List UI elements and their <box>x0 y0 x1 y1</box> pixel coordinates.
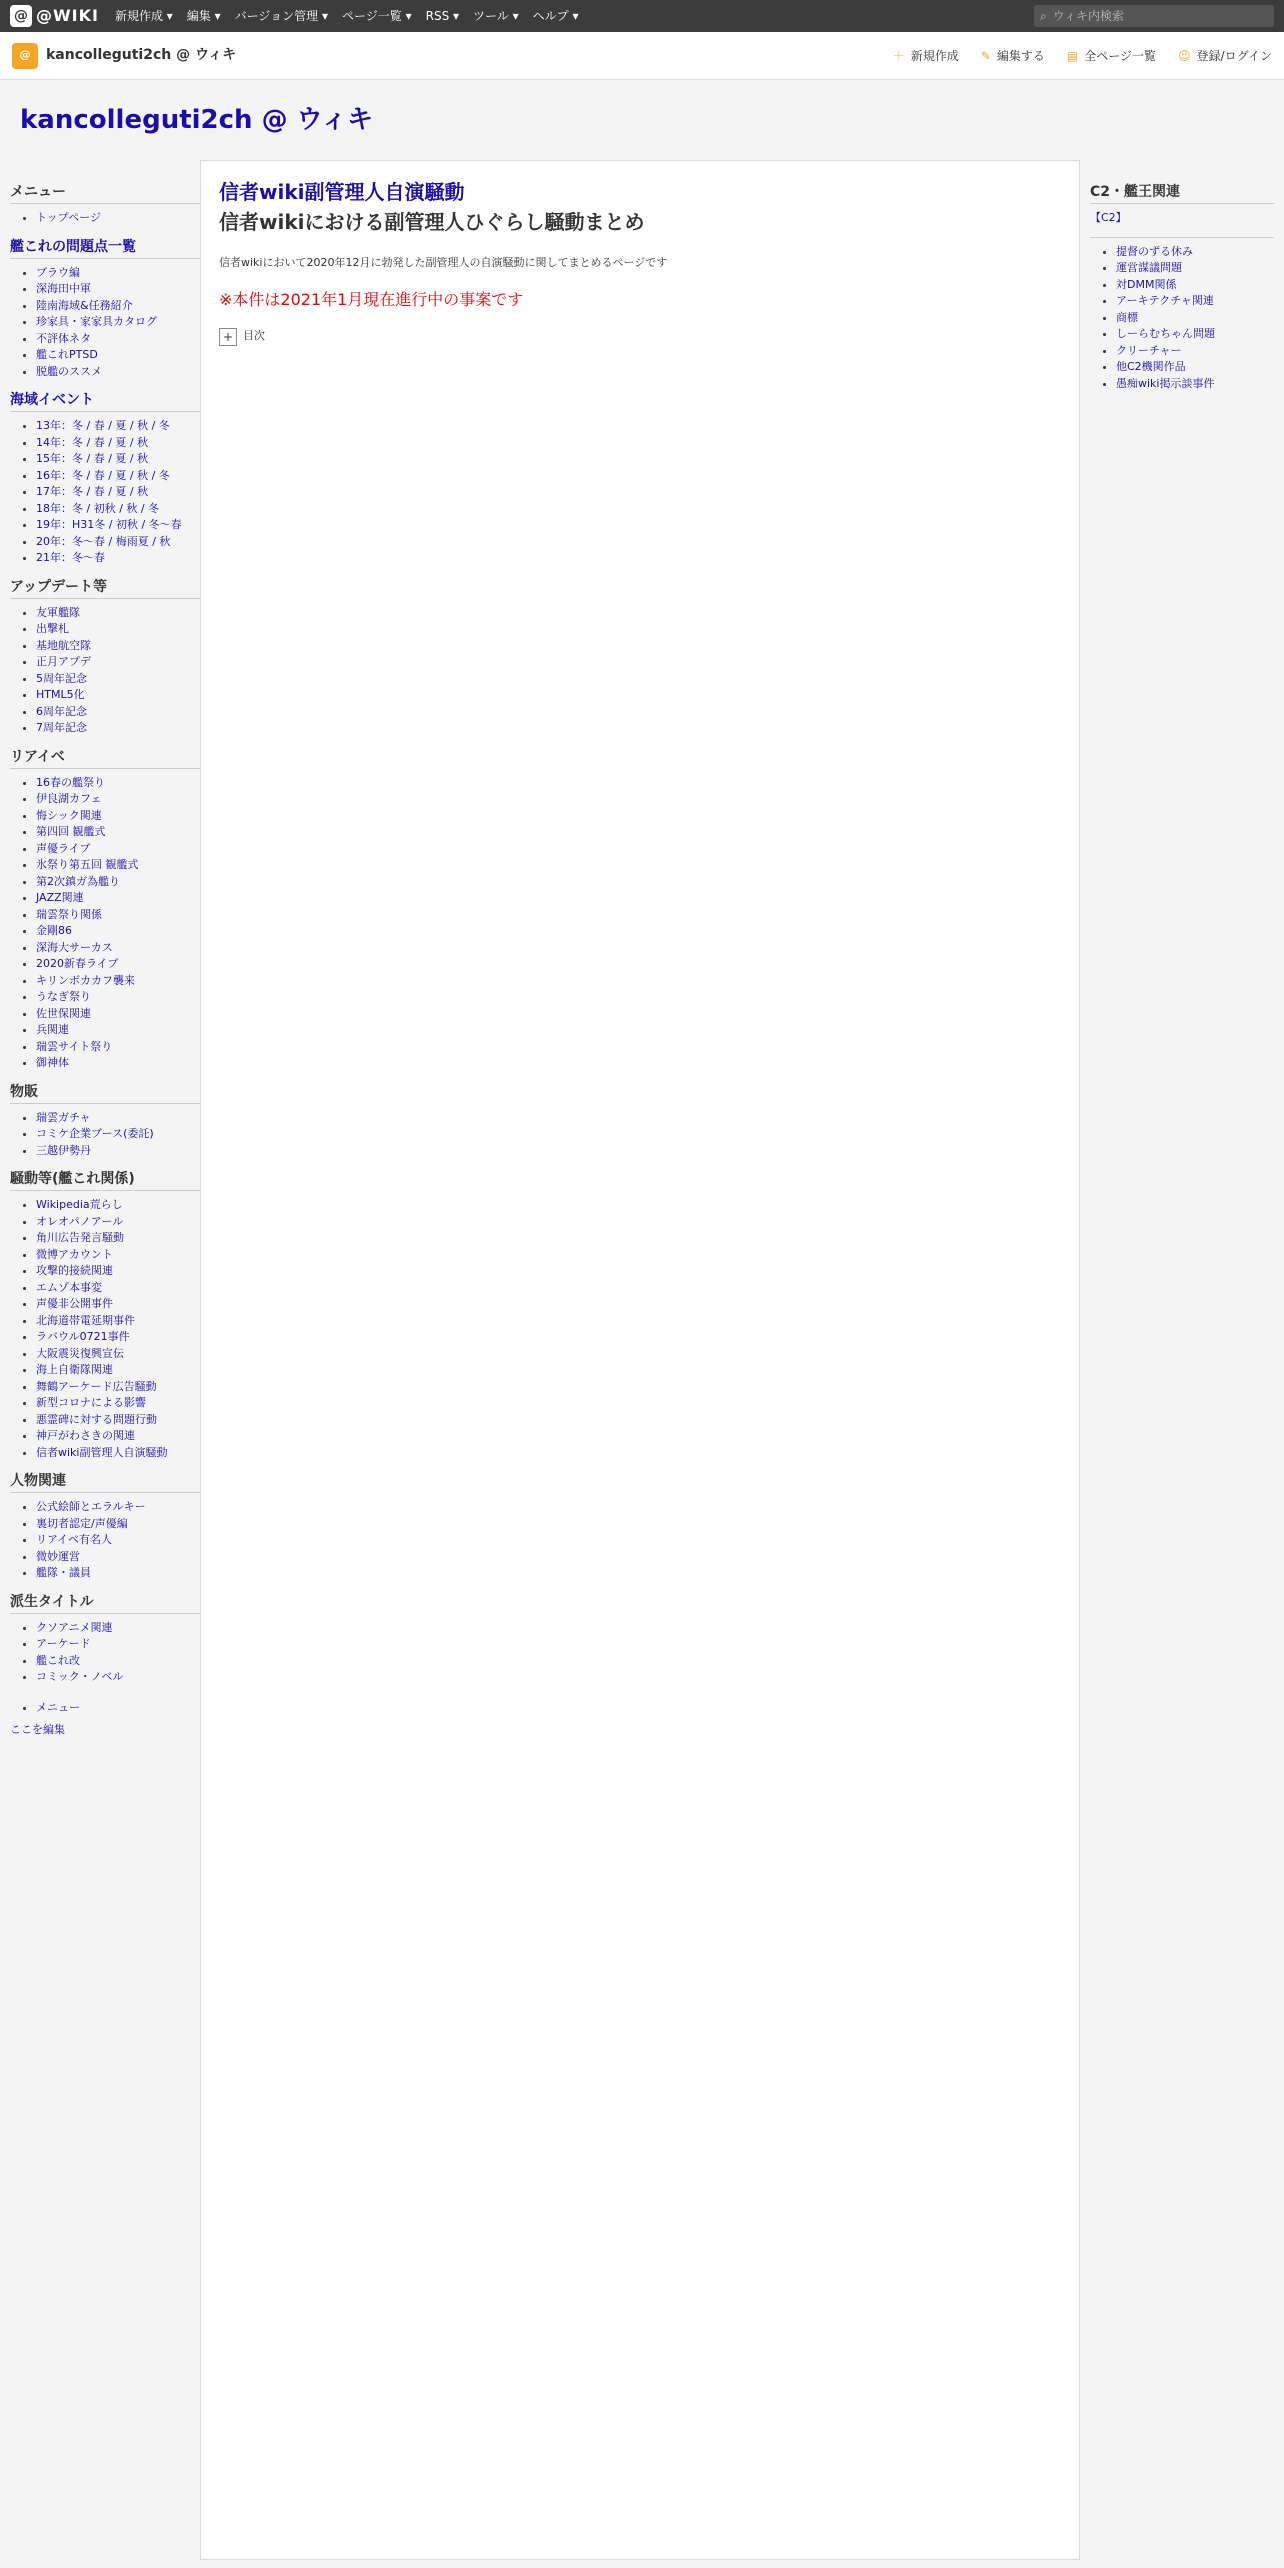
sidebar-item <box>36 1329 200 1346</box>
sidebar-item <box>36 265 200 282</box>
sidebar-list <box>36 210 200 227</box>
new-page-button[interactable]: ＋ 新規作成 <box>892 48 959 63</box>
sidebar-link[interactable]: 金剛86 <box>36 924 72 937</box>
toc[interactable] <box>219 328 1061 346</box>
sidebar-link[interactable]: 瑞雲サイト祭り <box>36 1039 113 1053</box>
sidebar-link[interactable]: 御神体 <box>36 1056 69 1069</box>
sidebar-item <box>36 517 200 534</box>
sidebar-link[interactable]: 21年：冬〜春 <box>36 551 105 564</box>
sidebar-link[interactable]: 不評体ネタ <box>36 331 91 345</box>
sidebar-item <box>36 1313 200 1330</box>
sidebar-item <box>1116 376 1274 393</box>
page-subtitle: 信者wikiにおける副管理人ひぐらし騒動まとめ <box>219 210 645 234</box>
toc-expand-icon[interactable]: + <box>219 328 237 346</box>
sidebar-link[interactable]: 艦これPTSD <box>36 348 98 361</box>
sidebar-item <box>36 484 200 501</box>
sidebar-link[interactable]: 北海道帯電延期事件 <box>36 1313 135 1327</box>
all-pages-button[interactable]: ▤ 全ページ一覧 <box>1066 48 1157 63</box>
sidebar-link[interactable]: 提督のずる休み <box>1116 244 1193 258</box>
wiki-logo[interactable] <box>10 4 99 28</box>
sidebar-list <box>36 775 200 1072</box>
sidebar-item <box>36 435 200 452</box>
sidebar-link[interactable]: 新型コロナによる影響 <box>36 1396 146 1409</box>
sidebar-item <box>36 973 200 990</box>
sidebar-list <box>36 1620 200 1686</box>
sidebar-heading: C2・艦王関連 <box>1090 182 1274 204</box>
search-placeholder: ウィキ内検索 <box>1052 9 1125 23</box>
sidebar-item <box>36 534 200 551</box>
sidebar-link[interactable]: アーケード <box>36 1637 91 1650</box>
sidebar-item <box>36 468 200 485</box>
sidebar-item <box>36 1039 200 1056</box>
sidebar-link[interactable]: 三越伊勢丹 <box>36 1143 91 1157</box>
sidebar-list <box>36 1110 200 1160</box>
sidebar-link[interactable]: 攻撃的接続関連 <box>36 1264 113 1277</box>
sidebar-link[interactable]: 19年：H31冬 / 初秋 / 冬〜春 <box>36 518 182 531</box>
sidebar-item <box>36 621 200 638</box>
sidebar-link[interactable]: JAZZ関連 <box>36 891 84 904</box>
sidebar-link[interactable]: 対DMM関係 <box>1116 277 1177 291</box>
sidebar-link[interactable]: 16年：冬 / 春 / 夏 / 秋 / 冬 <box>36 468 170 482</box>
sidebar-item <box>36 791 200 808</box>
sidebar-item <box>36 1549 200 1566</box>
sidebar-item <box>36 989 200 1006</box>
sidebar-item <box>36 1620 200 1637</box>
sidebar-heading: メニュー <box>10 182 200 204</box>
page-title[interactable]: 信者wiki副管理人自演騒動 <box>219 180 465 204</box>
sidebar-link[interactable]: 伊良湖カフェ <box>36 792 102 805</box>
sidebar-link[interactable]: 他C2機関作品 <box>1116 360 1186 373</box>
banner-title[interactable]: kancolleguti2ch @ ウィキ <box>20 104 374 135</box>
sidebar-item <box>36 638 200 655</box>
sidebar-item <box>36 364 200 381</box>
sidebar-link[interactable]: 13年：冬 / 春 / 夏 / 秋 / 冬 <box>36 419 170 432</box>
document-icon: ▤ <box>1066 48 1079 63</box>
sidebar-link[interactable]: 脱艦のススメ <box>36 364 102 378</box>
sidebar-link[interactable]: 瑞雲祭り関係 <box>36 907 102 921</box>
top-bar <box>0 0 1284 32</box>
sidebar-item <box>36 281 200 298</box>
warning-text: ※本件は2021年1月現在進行中の事案です <box>219 289 524 309</box>
sidebar-item <box>36 671 200 688</box>
sidebar-link[interactable]: 14年：冬 / 春 / 夏 / 秋 <box>36 435 149 449</box>
sidebar-list <box>36 1197 200 1461</box>
sidebar-item <box>36 1143 200 1160</box>
sidebar-item <box>1116 359 1274 376</box>
sidebar-link[interactable]: 第2次鎮ガ為艦り <box>36 874 120 888</box>
sidebar-item <box>36 550 200 567</box>
pencil-icon: ✎ <box>980 48 991 63</box>
sidebar-link[interactable]: コミケ企業ブース(委託) <box>36 1127 154 1140</box>
sidebar-item <box>36 501 200 518</box>
sidebar-link[interactable]: 佐世保関連 <box>36 1006 91 1020</box>
sidebar-item <box>36 687 200 704</box>
top-menu-item[interactable]: RSS ▾ <box>425 9 460 23</box>
sidebar-list <box>36 418 200 567</box>
sidebar-list <box>36 605 200 737</box>
sidebar-link[interactable]: 艦隊・議員 <box>36 1566 91 1579</box>
sidebar-item <box>36 1395 200 1412</box>
sidebar-item <box>36 1296 200 1313</box>
sidebar-link[interactable]: 声優非公開事件 <box>36 1297 113 1310</box>
sidebar-heading: 人物関連 <box>10 1471 200 1493</box>
sidebar-link[interactable]: 珍家具・家家具カタログ <box>36 315 157 328</box>
sidebar-heading: 物販 <box>10 1082 200 1104</box>
sidebar-item <box>36 1006 200 1023</box>
sidebar-item <box>36 808 200 825</box>
sidebar-item <box>36 1532 200 1549</box>
sidebar-link[interactable]: 6周年記念 <box>36 704 87 718</box>
sidebar-item <box>36 331 200 348</box>
sidebar-link[interactable]: クソアニメ関連 <box>36 1620 113 1634</box>
sidebar-item <box>36 451 200 468</box>
sidebar-item <box>36 720 200 737</box>
right-sidebar <box>1080 160 1274 392</box>
login-button[interactable]: ☺ 登録/ログイン <box>1178 48 1272 63</box>
sidebar-link[interactable]: 商標 <box>1116 310 1138 324</box>
edit-button[interactable]: ✎ 編集する <box>980 48 1045 63</box>
sidebar-item <box>36 1110 200 1127</box>
sidebar-item <box>36 1214 200 1231</box>
sidebar-item <box>36 1669 200 1686</box>
sidebar-item <box>1116 277 1274 294</box>
sidebar-list <box>36 1499 200 1582</box>
top-menu-item[interactable]: ヘルプ ▾ <box>532 9 579 23</box>
top-menu-item[interactable]: 編集 ▾ <box>186 9 221 23</box>
sidebar-link[interactable]: アーキテクチャ関連 <box>1116 294 1214 307</box>
left-sidebar <box>10 160 200 1739</box>
sidebar-item <box>36 775 200 792</box>
sidebar-item <box>36 841 200 858</box>
header-actions <box>893 47 1272 65</box>
sidebar-item <box>36 1230 200 1247</box>
sidebar-item <box>36 824 200 841</box>
sidebar-link[interactable]: 艦これ改 <box>36 1653 80 1667</box>
sidebar-link[interactable]: 舞鶴アーケード広告騒動 <box>36 1379 157 1393</box>
sidebar-link[interactable]: 基地航空隊 <box>36 638 91 652</box>
toc-label: 目次 <box>243 329 265 343</box>
sidebar-link[interactable]: トップページ <box>36 211 102 224</box>
site-name[interactable]: kancolleguti2ch @ ウィキ <box>46 47 237 63</box>
sidebar-link[interactable]: メニュー <box>36 1700 80 1714</box>
sidebar-heading[interactable]: 海域イベント <box>10 390 200 412</box>
sidebar-link[interactable]: 微博アカウント <box>36 1247 113 1261</box>
sidebar-item <box>36 874 200 891</box>
sidebar-item <box>36 923 200 940</box>
sidebar-link[interactable]: 20年：冬〜春 / 梅雨夏 / 秋 <box>36 534 171 548</box>
sidebar-link[interactable]: 深海田中軍 <box>36 282 91 295</box>
sidebar-item <box>36 1445 200 1462</box>
sidebar-link[interactable]: 裏切者認定/声優編 <box>36 1516 128 1530</box>
sidebar-item <box>36 1022 200 1039</box>
top-nav <box>115 7 579 25</box>
sidebar-item <box>1116 343 1274 360</box>
sidebar-link[interactable]: 運営謀議問題 <box>1116 261 1182 274</box>
sidebar-heading: 派生タイトル <box>10 1592 200 1614</box>
sidebar-link[interactable]: 角川広告発言騒動 <box>36 1231 124 1244</box>
sidebar-list <box>36 1700 200 1717</box>
search-input[interactable] <box>1034 5 1274 27</box>
sidebar-link[interactable]: クリーチャー <box>1116 343 1182 357</box>
sidebar-item <box>36 605 200 622</box>
sidebar-link[interactable]: 氷祭り第五回 観艦式 <box>36 858 139 871</box>
sidebar-heading: 騒動等(艦これ関係) <box>10 1169 200 1191</box>
sidebar-item <box>36 1565 200 1582</box>
sidebar-link[interactable]: 兵関連 <box>36 1023 69 1036</box>
sidebar-link[interactable]: 出撃札 <box>36 622 69 635</box>
sidebar-item <box>1116 260 1274 277</box>
main-content <box>200 160 1080 2560</box>
sidebar-item <box>36 857 200 874</box>
sidebar-link[interactable]: 大阪震災復興宣伝 <box>36 1346 124 1360</box>
sidebar-heading: アップデート等 <box>10 577 200 599</box>
sidebar-link[interactable]: 2020新春ライブ <box>36 957 119 970</box>
top-menu-item[interactable]: 新規作成 ▾ <box>114 9 173 23</box>
top-menu-item[interactable]: ページ一覧 ▾ <box>342 9 412 23</box>
site-icon: @ <box>12 43 38 69</box>
sidebar-item <box>1116 326 1274 343</box>
sidebar-heading <box>1090 237 1274 238</box>
sidebar-item <box>36 654 200 671</box>
sidebar-link[interactable]: 瑞雲ガチャ <box>36 1110 91 1124</box>
sidebar-item <box>36 890 200 907</box>
sidebar-item <box>36 298 200 315</box>
sidebar-item <box>36 1516 200 1533</box>
sidebar-item <box>36 1636 200 1653</box>
banner <box>0 80 1284 160</box>
sidebar-link[interactable]: コミック・ノベル <box>36 1670 124 1683</box>
sidebar-link[interactable]: HTML5化 <box>36 688 85 701</box>
sidebar-item <box>36 1499 200 1516</box>
sidebar-item <box>36 1700 200 1717</box>
sidebar-item <box>36 1055 200 1072</box>
sidebar-link[interactable]: 神戸がわさきの関連 <box>36 1429 135 1442</box>
plus-icon: ＋ <box>892 48 905 63</box>
sidebar-list <box>36 265 200 381</box>
sidebar-item <box>36 1653 200 1670</box>
sidebar-item <box>1116 310 1274 327</box>
sidebar-link[interactable]: 声優ライブ <box>36 841 91 855</box>
sidebar-link[interactable]: リアイベ有名人 <box>36 1533 113 1546</box>
sidebar-link[interactable]: 深海大サーカス <box>36 940 113 954</box>
sidebar-item <box>36 347 200 364</box>
sidebar-link[interactable]: 16春の艦祭り <box>36 775 105 789</box>
sidebar-link[interactable]: ブラウ編 <box>36 265 80 279</box>
sidebar-list <box>1116 244 1274 393</box>
sidebar-item <box>36 1412 200 1429</box>
sidebar-item <box>36 1428 200 1445</box>
sidebar-link[interactable]: 愚痴wiki掲示談事件 <box>1116 376 1215 390</box>
sidebar-link[interactable]: 悪霊碑に対する問題行動 <box>36 1412 157 1426</box>
sidebar-item <box>36 940 200 957</box>
sidebar-item <box>36 418 200 435</box>
sidebar-item <box>36 1126 200 1143</box>
sidebar-link[interactable]: 7周年記念 <box>36 721 87 734</box>
sidebar-link[interactable]: 5周年記念 <box>36 671 87 685</box>
sidebar-item <box>36 1346 200 1363</box>
sidebar-item <box>36 314 200 331</box>
left-edit-link[interactable]: ここを編集 <box>10 1723 65 1736</box>
sidebar-link[interactable]: 悔シック関連 <box>36 808 102 822</box>
sidebar-item <box>36 704 200 721</box>
sidebar-link[interactable]: 15年：冬 / 春 / 夏 / 秋 <box>36 452 149 465</box>
sidebar-link[interactable]: ラバウル0721事件 <box>36 1330 130 1343</box>
sidebar-link[interactable]: 正月アプデ <box>36 655 91 668</box>
sidebar-link[interactable]: 17年：冬 / 春 / 夏 / 秋 <box>36 485 149 498</box>
top-menu-item[interactable]: バージョン管理 ▾ <box>234 9 328 23</box>
sidebar-item <box>36 956 200 973</box>
sidebar-link[interactable]: 友軍艦隊 <box>36 605 80 619</box>
site-header <box>0 32 1284 80</box>
sidebar-item <box>36 1263 200 1280</box>
layout <box>0 160 1284 2560</box>
sidebar-item <box>1116 293 1274 310</box>
sidebar-item <box>36 1197 200 1214</box>
sidebar-item <box>1116 244 1274 261</box>
top-menu-item[interactable]: ツール ▾ <box>473 9 519 23</box>
sidebar-item <box>36 1379 200 1396</box>
intro-text: 信者wikiにおいて2020年12月に勃発した副管理人の自演騒動に関してまとめるページです <box>219 256 668 269</box>
sidebar-item <box>36 210 200 227</box>
sidebar-link[interactable]: 海上自衛隊関連 <box>36 1363 113 1376</box>
sidebar-link[interactable]: 18年：冬 / 初秋 / 秋 / 冬 <box>36 501 160 515</box>
sidebar-link[interactable]: 微妙運営 <box>36 1549 80 1563</box>
sidebar-link[interactable]: キリンボカカフ襲来 <box>36 973 135 987</box>
sidebar-item <box>36 907 200 924</box>
sidebar-heading: リアイベ <box>10 747 200 769</box>
sidebar-link[interactable]: うなぎ祭り <box>36 990 91 1003</box>
sidebar-link[interactable]: しーらむちゃん問題 <box>1116 327 1215 340</box>
sidebar-link[interactable]: 信者wiki副管理人自演騒動 <box>36 1445 168 1459</box>
sidebar-item <box>36 1280 200 1297</box>
search-icon: ⌕ <box>1040 9 1047 23</box>
sidebar-link[interactable]: Wikipedia荒らし <box>36 1198 123 1211</box>
wiki-logo-mark: @ <box>10 5 32 27</box>
sidebar-link[interactable]: 陸南海域&任務紹介 <box>36 298 133 312</box>
sidebar-item <box>36 1362 200 1379</box>
sidebar-link[interactable]: オレオパノアール <box>36 1214 124 1228</box>
c2-subheading: 【C2】 <box>1090 211 1127 224</box>
sidebar-heading[interactable]: 艦これの問題点一覧 <box>10 237 200 259</box>
sidebar-link[interactable]: 第四回 観艦式 <box>36 825 106 838</box>
user-icon: ☺ <box>1178 48 1191 63</box>
wiki-logo-text: @WIKI <box>36 6 99 25</box>
sidebar-link[interactable]: 公式絵師とエラルキー <box>36 1500 146 1513</box>
sidebar-link[interactable]: エムゾ本事変 <box>36 1280 102 1294</box>
sidebar-item <box>36 1247 200 1264</box>
